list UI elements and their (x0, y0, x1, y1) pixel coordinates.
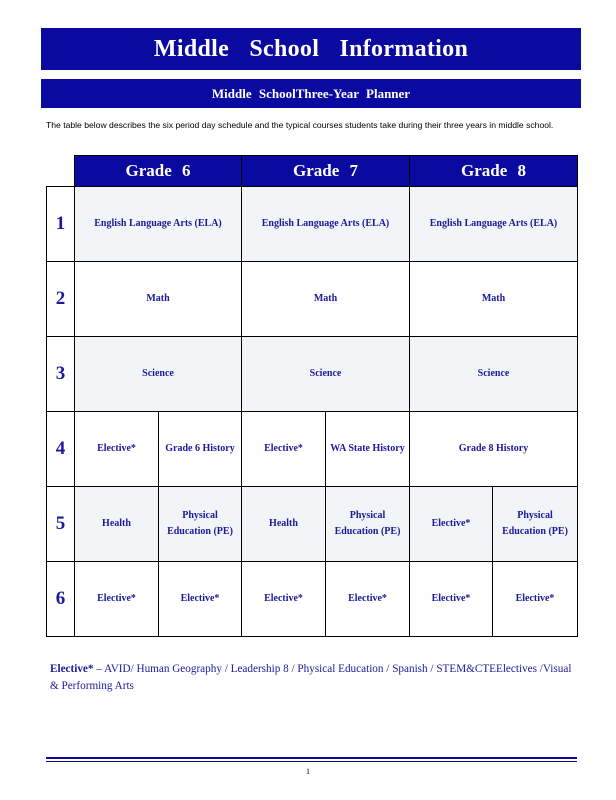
period-number: 4 (47, 412, 75, 487)
course-cell: Elective* (410, 562, 493, 637)
course-cell: Grade 8 History (410, 412, 578, 487)
elective-note-label: Elective* (50, 663, 94, 675)
course-cell: Elective* (326, 562, 410, 637)
course-cell: Elective* (242, 562, 326, 637)
table-row (47, 487, 578, 562)
course-cell: Elective* (75, 562, 159, 637)
course-cell: Science (410, 337, 578, 412)
elective-note-text: – AVID/ Human Geography / Leadership 8 / Physical Education / Spanish / STEM&CTEElectives /Visual & Performing Arts (50, 663, 572, 692)
table-corner (47, 156, 75, 187)
course-cell: Grade 6 History (159, 412, 242, 487)
table-row (47, 412, 578, 487)
course-cell: Math (75, 262, 242, 337)
table-row (47, 337, 578, 412)
page-number: 1 (306, 767, 310, 776)
intro-paragraph: The table below describes the six period day schedule and the typical courses students take during their three years in middle school. (46, 120, 554, 130)
grade-header-row (47, 156, 578, 187)
period-number: 2 (47, 262, 75, 337)
course-cell: Physical Education (PE) (493, 487, 578, 562)
table-row (47, 262, 578, 337)
course-cell: English Language Arts (ELA) (75, 187, 242, 262)
three-year-planner-table (46, 155, 578, 637)
course-cell: Health (242, 487, 326, 562)
course-cell: Elective* (242, 412, 326, 487)
grade-header: Grade 6 (75, 156, 242, 187)
table-row (47, 562, 578, 637)
course-cell: Elective* (75, 412, 159, 487)
course-cell: English Language Arts (ELA) (410, 187, 578, 262)
footer-divider (46, 757, 577, 759)
course-cell: Elective* (410, 487, 493, 562)
course-cell: Physical Education (PE) (159, 487, 242, 562)
course-cell: Science (242, 337, 410, 412)
page-subtitle: Middle SchoolThree-Year Planner (41, 79, 581, 108)
page-title: Middle School Information (41, 28, 581, 70)
period-number: 3 (47, 337, 75, 412)
course-cell: Health (75, 487, 159, 562)
table-row (47, 187, 578, 262)
course-cell: Elective* (493, 562, 578, 637)
course-cell: Science (75, 337, 242, 412)
period-number: 5 (47, 487, 75, 562)
grade-header: Grade 8 (410, 156, 578, 187)
period-number: 1 (47, 187, 75, 262)
grade-header: Grade 7 (242, 156, 410, 187)
course-cell: Math (410, 262, 578, 337)
course-cell: Elective* (159, 562, 242, 637)
course-cell: Physical Education (PE) (326, 487, 410, 562)
course-cell: English Language Arts (ELA) (242, 187, 410, 262)
footer-divider (46, 761, 577, 762)
course-cell: Math (242, 262, 410, 337)
course-cell: WA State History (326, 412, 410, 487)
period-number: 6 (47, 562, 75, 637)
elective-note (50, 661, 580, 695)
